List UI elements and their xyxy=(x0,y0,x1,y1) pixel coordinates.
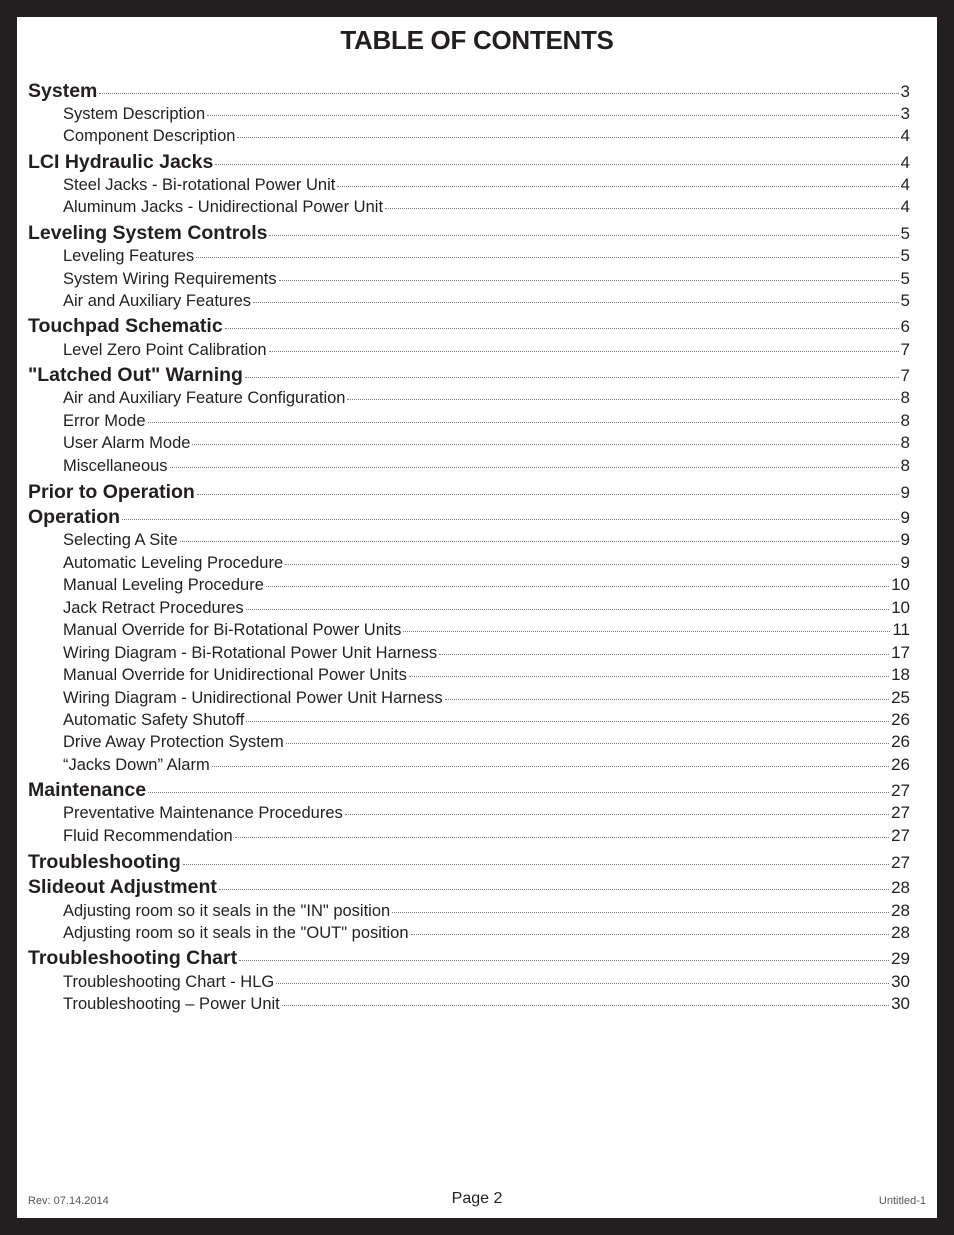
toc-entry-page: 3 xyxy=(900,104,910,123)
toc-subentry[interactable] xyxy=(28,575,910,595)
toc-entry-label: LCI Hydraulic Jacks xyxy=(28,151,214,173)
dot-leader xyxy=(237,137,898,138)
dot-leader xyxy=(276,983,889,984)
dot-leader xyxy=(285,564,898,565)
toc-entry-label: Manual Leveling Procedure xyxy=(63,576,264,594)
toc-entry-page: 5 xyxy=(900,269,910,288)
toc-entry-page: 7 xyxy=(900,366,910,385)
toc-entry-label: Troubleshooting xyxy=(28,851,181,873)
toc-subentry[interactable] xyxy=(28,340,910,360)
dot-leader xyxy=(246,609,889,610)
toc-entry-label: Prior to Operation xyxy=(28,481,195,503)
toc-subentry[interactable] xyxy=(28,104,910,124)
toc-entry-page: 4 xyxy=(900,175,910,194)
toc-entry-page: 5 xyxy=(900,291,910,310)
toc-entry-label: Slideout Adjustment xyxy=(28,876,217,898)
dot-leader xyxy=(385,208,899,209)
toc-subentry[interactable] xyxy=(28,732,910,752)
toc-entry-page: 25 xyxy=(891,688,910,707)
toc-entry-label: Automatic Safety Shutoff xyxy=(63,711,245,729)
toc-entry-page: 11 xyxy=(892,620,910,639)
dot-leader xyxy=(279,280,899,281)
toc-entry-page: 29 xyxy=(891,949,910,968)
dot-leader xyxy=(239,960,889,961)
toc-entry-label: Component Description xyxy=(63,127,236,145)
toc-entry-page: 7 xyxy=(900,340,910,359)
toc-subentry[interactable] xyxy=(28,710,910,730)
toc-entry-label: Troubleshooting Chart xyxy=(28,947,238,969)
toc-entry-page: 28 xyxy=(891,878,910,897)
toc-entry-label: Troubleshooting Chart - HLG xyxy=(63,973,275,991)
dot-leader xyxy=(122,519,898,520)
dot-leader xyxy=(266,586,889,587)
toc-entry-label: Jack Retract Procedures xyxy=(63,599,244,617)
dot-leader xyxy=(392,912,889,913)
toc-subentry[interactable] xyxy=(28,972,910,992)
dot-leader xyxy=(207,115,898,116)
toc-subentry[interactable] xyxy=(28,688,910,708)
dot-leader xyxy=(235,837,889,838)
toc-entry-page: 30 xyxy=(891,994,910,1013)
toc-entry-page: 3 xyxy=(900,82,910,101)
toc-entry-page: 8 xyxy=(900,388,910,407)
dot-leader xyxy=(170,467,899,468)
toc-subentry[interactable] xyxy=(28,433,910,453)
toc-entry-page: 8 xyxy=(900,411,910,430)
dot-leader xyxy=(345,814,889,815)
toc-entry-label: Air and Auxiliary Feature Configuration xyxy=(63,389,346,407)
toc-entry-label: Fluid Recommendation xyxy=(63,827,233,845)
toc-subentry[interactable] xyxy=(28,411,910,431)
toc-section-entry[interactable] xyxy=(28,315,910,338)
toc-entry-page: 5 xyxy=(900,246,910,265)
toc-entry-page: 9 xyxy=(900,483,910,502)
dot-leader xyxy=(225,328,899,329)
toc-entry-page: 27 xyxy=(891,781,910,800)
toc-entry-label: User Alarm Mode xyxy=(63,434,191,452)
toc-subentry[interactable] xyxy=(28,598,910,618)
toc-entry-label: Leveling System Controls xyxy=(28,222,268,244)
toc-subentry[interactable] xyxy=(28,994,910,1014)
dot-leader xyxy=(411,934,890,935)
dot-leader xyxy=(282,1005,889,1006)
dot-leader xyxy=(445,699,889,700)
toc-subentry[interactable] xyxy=(28,246,910,266)
dot-leader xyxy=(286,743,889,744)
dot-leader xyxy=(215,164,898,165)
toc-entry-page: 28 xyxy=(891,923,910,942)
dot-leader xyxy=(197,494,899,495)
toc-subentry[interactable] xyxy=(28,388,910,408)
file-name: Untitled-1 xyxy=(878,1195,926,1207)
toc-entry-page: 4 xyxy=(900,153,910,172)
dot-leader xyxy=(246,721,889,722)
toc-entry-label: Operation xyxy=(28,506,121,528)
toc-entry-page: 9 xyxy=(900,530,910,549)
dot-leader xyxy=(183,864,889,865)
toc-section-entry[interactable] xyxy=(28,80,910,103)
toc-entry-page: 5 xyxy=(900,224,910,243)
dot-leader xyxy=(403,631,890,632)
toc-entry-page: 4 xyxy=(900,197,910,216)
toc-entry-page: 28 xyxy=(891,901,910,920)
toc-entry-page: 17 xyxy=(891,643,910,662)
dot-leader xyxy=(180,541,899,542)
document-page xyxy=(17,17,937,1218)
toc-subentry[interactable] xyxy=(28,826,910,846)
dot-leader xyxy=(337,186,898,187)
toc-section-entry[interactable] xyxy=(28,364,910,387)
toc-entry-label: Wiring Diagram - Unidirectional Power Unit Harness xyxy=(63,689,443,707)
toc-entry-label: Adjusting room so it seals in the "OUT" position xyxy=(63,924,409,942)
toc-entry-page: 8 xyxy=(900,456,910,475)
toc-entry-label: Steel Jacks - Bi-rotational Power Unit xyxy=(63,176,336,194)
page-number: Page 2 xyxy=(451,1190,503,1207)
toc-entry-page: 10 xyxy=(891,598,910,617)
page-title: TABLE OF CONTENTS xyxy=(340,25,614,55)
dot-leader xyxy=(347,399,898,400)
toc-entry-page: 27 xyxy=(891,853,910,872)
toc-subentry[interactable] xyxy=(28,269,910,289)
toc-entry-page: 26 xyxy=(891,710,910,729)
toc-entry-label: Error Mode xyxy=(63,412,146,430)
toc-subentry[interactable] xyxy=(28,126,910,146)
dot-leader xyxy=(148,792,889,793)
toc-entry-page: 10 xyxy=(891,575,910,594)
toc-entry-label: "Latched Out" Warning xyxy=(28,364,243,386)
table-of-contents xyxy=(28,17,910,1017)
toc-entry-page: 9 xyxy=(900,508,910,527)
dot-leader xyxy=(148,422,899,423)
toc-subentry[interactable] xyxy=(28,530,910,550)
toc-subentry[interactable] xyxy=(28,923,910,943)
toc-subentry[interactable] xyxy=(28,803,910,823)
toc-entry-label: Preventative Maintenance Procedures xyxy=(63,804,343,822)
toc-entry-page: 18 xyxy=(891,665,910,684)
toc-entry-label: Air and Auxiliary Features xyxy=(63,292,252,310)
toc-section-entry[interactable] xyxy=(28,151,910,174)
toc-section-entry[interactable] xyxy=(28,779,910,802)
toc-entry-page: 30 xyxy=(891,972,910,991)
toc-entry-label: Aluminum Jacks - Unidirectional Power Unit xyxy=(63,198,384,216)
revision-date: Rev: 07.14.2014 xyxy=(28,1195,109,1207)
toc-entry-page: 27 xyxy=(891,826,910,845)
toc-entry-page: 27 xyxy=(891,803,910,822)
toc-entry-label: System xyxy=(28,80,98,102)
toc-section-entry[interactable] xyxy=(28,481,910,504)
toc-subentry[interactable] xyxy=(28,456,910,476)
toc-entry-label: System Description xyxy=(63,105,206,123)
toc-subentry[interactable] xyxy=(28,197,910,217)
toc-entry-page: 26 xyxy=(891,732,910,751)
toc-subentry[interactable] xyxy=(28,291,910,311)
dot-leader xyxy=(409,676,889,677)
dot-leader xyxy=(219,889,889,890)
toc-subentry[interactable] xyxy=(28,643,910,663)
toc-subentry[interactable] xyxy=(28,901,910,921)
toc-entry-label: “Jacks Down” Alarm xyxy=(63,756,210,774)
dot-leader xyxy=(99,93,898,94)
dot-leader xyxy=(212,766,889,767)
toc-section-entry[interactable] xyxy=(28,506,910,529)
toc-entry-page: 26 xyxy=(891,755,910,774)
toc-entry-label: Troubleshooting – Power Unit xyxy=(63,995,280,1013)
toc-section-entry[interactable] xyxy=(28,876,910,899)
toc-entry-label: Adjusting room so it seals in the "IN" position xyxy=(63,902,391,920)
toc-entry-label: Selecting A Site xyxy=(63,531,178,549)
toc-section-entry[interactable] xyxy=(28,947,910,970)
dot-leader xyxy=(196,257,898,258)
dot-leader xyxy=(269,351,899,352)
toc-section-entry[interactable] xyxy=(28,222,910,245)
toc-entry-label: System Wiring Requirements xyxy=(63,270,277,288)
toc-entry-page: 8 xyxy=(900,433,910,452)
toc-entry-label: Automatic Leveling Procedure xyxy=(63,554,284,572)
toc-entry-label: Miscellaneous xyxy=(63,457,168,475)
toc-entry-label: Drive Away Protection System xyxy=(63,733,284,751)
toc-entry-label: Maintenance xyxy=(28,779,147,801)
toc-section-entry[interactable] xyxy=(28,851,910,874)
toc-subentry[interactable] xyxy=(28,755,910,775)
dot-leader xyxy=(439,654,889,655)
dot-leader xyxy=(269,235,898,236)
toc-entry-label: Wiring Diagram - Bi-Rotational Power Unit Harness xyxy=(63,644,438,662)
toc-subentry[interactable] xyxy=(28,665,910,685)
dot-leader xyxy=(192,444,898,445)
dot-leader xyxy=(245,377,899,378)
toc-subentry[interactable] xyxy=(28,553,910,573)
toc-subentry[interactable] xyxy=(28,175,910,195)
toc-entry-label: Manual Override for Bi-Rotational Power Units xyxy=(63,621,402,639)
toc-entry-page: 4 xyxy=(900,126,910,145)
toc-entry-label: Level Zero Point Calibration xyxy=(63,341,267,359)
toc-entry-page: 9 xyxy=(900,553,910,572)
toc-entry-label: Touchpad Schematic xyxy=(28,315,223,337)
toc-entry-label: Leveling Features xyxy=(63,247,195,265)
toc-entry-page: 6 xyxy=(900,317,910,336)
dot-leader xyxy=(253,302,899,303)
toc-subentry[interactable] xyxy=(28,620,910,640)
toc-entry-label: Manual Override for Unidirectional Power Units xyxy=(63,666,407,684)
